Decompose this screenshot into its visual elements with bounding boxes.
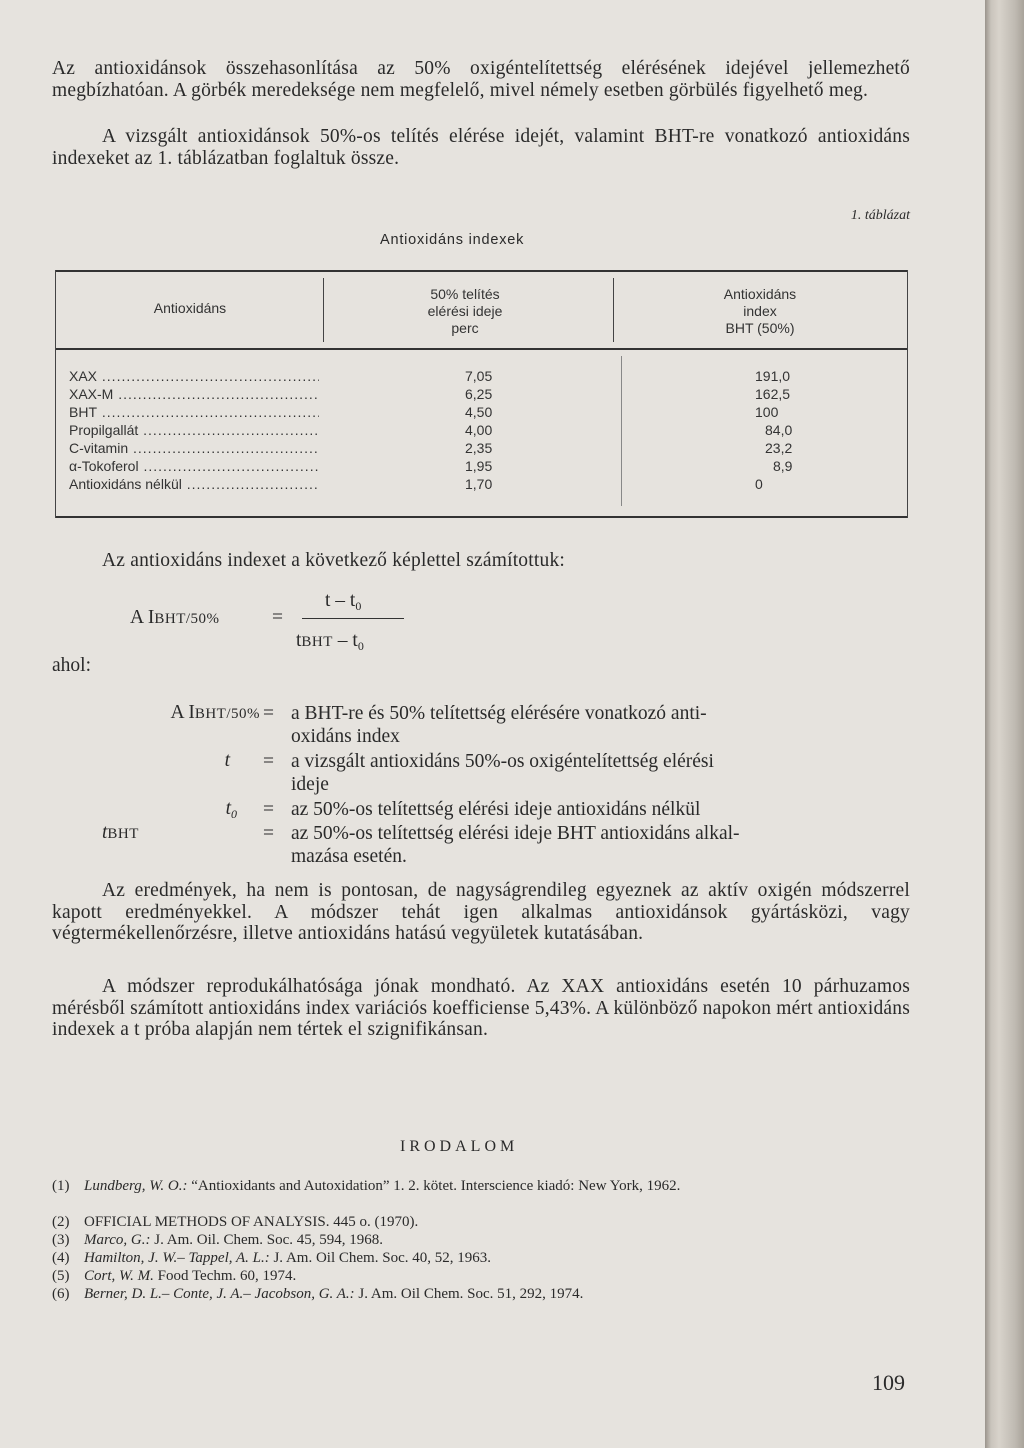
- row-time: 6,25: [465, 386, 493, 402]
- row-index: 100: [755, 404, 779, 420]
- intro-paragraph-2: A vizsgált antioxidánsok 50%-os telítés elérése idejét, valamint BHT-re vonatkozó antioxidáns indexeket az 1. táblázatban foglaltuk össze.: [52, 126, 910, 169]
- def-lhs-index: A IBHT/50%: [170, 702, 260, 723]
- row-time: 1,70: [465, 476, 493, 492]
- row-name: Propilgallát .....: [69, 422, 319, 439]
- results-paragraph-2: A módszer reprodukálhatósága jónak mondható. Az XAX antioxidáns esetén 10 párhuzamos mérésből számított antioxidáns index variációs koefficiense 5,43%. A különböző napokon mért antioxidáns indexek a t próba alapján nem tértek el szignifikánsan.: [52, 976, 911, 1040]
- row-name: XAX .....: [69, 368, 319, 385]
- row-time: 4,50: [465, 404, 493, 420]
- page-number: 109: [872, 1370, 905, 1395]
- row-name: α-Tokoferol .....: [69, 458, 319, 475]
- row-time: 4,00: [465, 422, 493, 438]
- table-row: [55, 458, 908, 475]
- row-index: 162,5: [755, 386, 791, 402]
- row-index: 191,0: [755, 368, 791, 384]
- results-paragraph-1: Az eredmények, ha nem is pontosan, de nagyságrendileg egyeznek az aktív oxigén módszerrel kapott eredményekkel. A módszer tehát igen alkalmas antioxidánsok gyártásközi, vagy végtermékellenőrzésre, illetve antioxidáns hatású vegyületek kutatásában.: [52, 880, 910, 944]
- table-row: [55, 476, 908, 493]
- row-name: BHT .....: [69, 404, 319, 421]
- table-header-rule: [55, 348, 908, 350]
- row-index: 23,2: [765, 440, 793, 456]
- table-row: [55, 386, 908, 403]
- row-time: 2,35: [465, 440, 493, 456]
- reference-item: (5) Cort, W. M. Food Techm. 60, 1974.: [52, 1268, 297, 1284]
- row-time: 1,95: [465, 458, 493, 474]
- table-col-divider-2: [613, 278, 614, 342]
- table-row: [55, 368, 908, 385]
- reference-item: (3) Marco, G.: J. Am. Oil. Chem. Soc. 45, 594, 1968.: [52, 1232, 384, 1248]
- formula-denominator: tBHT – $t_0$: [296, 630, 364, 653]
- def-lhs-tbht: tBHT: [102, 822, 139, 843]
- reference-item: (6) Berner, D. L.– Conte, J. A.– Jacobson, G. A.: J. Am. Oil Chem. Soc. 51, 292, 1974.: [52, 1286, 584, 1302]
- def-t0: = az 50%-os telítettség elérési ideje antioxidáns nélkül: [263, 799, 701, 820]
- row-name: XAX-M .....: [69, 386, 319, 403]
- row-name: Antioxidáns nélkül .....: [69, 476, 319, 493]
- table-row: [55, 404, 908, 421]
- formula-lhs: A IBHT/50%: [130, 607, 220, 628]
- intro-paragraph-1: Az antioxidánsok összehasonlítása az 50% oxigéntelítettség elérésének idejével jellemezhető megbízhatóan. A görbék meredeksége nem megfelelő, mivel némely esetben görbülés figyelhető meg.: [52, 58, 910, 101]
- table-row: [55, 440, 908, 457]
- row-time: 7,05: [465, 368, 493, 384]
- row-index: 84,0: [765, 422, 793, 438]
- table-top-rule: [55, 270, 908, 272]
- where-label: ahol:: [52, 655, 91, 676]
- table-row: [55, 422, 908, 439]
- formula-intro: Az antioxidáns indexet a következő képlettel számítottuk:: [102, 550, 566, 571]
- def-lhs-t0: $t_0$: [225, 798, 237, 821]
- def-t: = a vizsgált antioxidáns 50%-os oxigéntelítettség elérési ideje: [263, 751, 714, 795]
- header-antioxidant: Antioxidáns: [153, 300, 227, 316]
- book-spine: [985, 0, 1024, 1448]
- reference-item: (4) Hamilton, J. W.– Tappel, A. L.: J. Am. Oil Chem. Soc. 40, 52, 1963.: [52, 1250, 491, 1266]
- def-lhs-t: t: [224, 750, 230, 771]
- table-number: 1. táblázat: [850, 208, 910, 223]
- table-title: Antioxidáns indexek: [380, 232, 525, 248]
- def-index: = a BHT-re és 50% telítettség elérésére vonatkozó anti- oxidáns index: [263, 703, 707, 747]
- antioxidant-index-table: [55, 270, 908, 518]
- formula-numerator: t – $t_0$: [325, 590, 362, 613]
- table-col-divider-1: [323, 278, 324, 342]
- row-index: 8,9: [773, 458, 793, 474]
- row-name: C-vitamin .....: [69, 440, 319, 457]
- header-time: 50% telítés elérési ideje perc: [427, 286, 503, 336]
- reference-item: (2) OFFICIAL METHODS OF ANALYSIS. 445 o. (1970).: [52, 1214, 419, 1230]
- references-title: IRODALOM: [400, 1138, 519, 1155]
- header-index: Antioxidáns index BHT (50%): [723, 286, 797, 336]
- reference-item: (1) Lundberg, W. O.: “Antioxidants and Autoxidation” 1. 2. kötet. Interscience kiadó: New York, 1962.: [52, 1178, 681, 1194]
- fraction-line: [302, 618, 404, 619]
- formula-equals: =: [272, 607, 283, 628]
- def-tbht: = az 50%-os telítettség elérési ideje BHT antioxidáns alkal- mazása esetén.: [263, 823, 740, 867]
- row-index: 0: [755, 476, 763, 492]
- table-bottom-rule: [55, 516, 908, 518]
